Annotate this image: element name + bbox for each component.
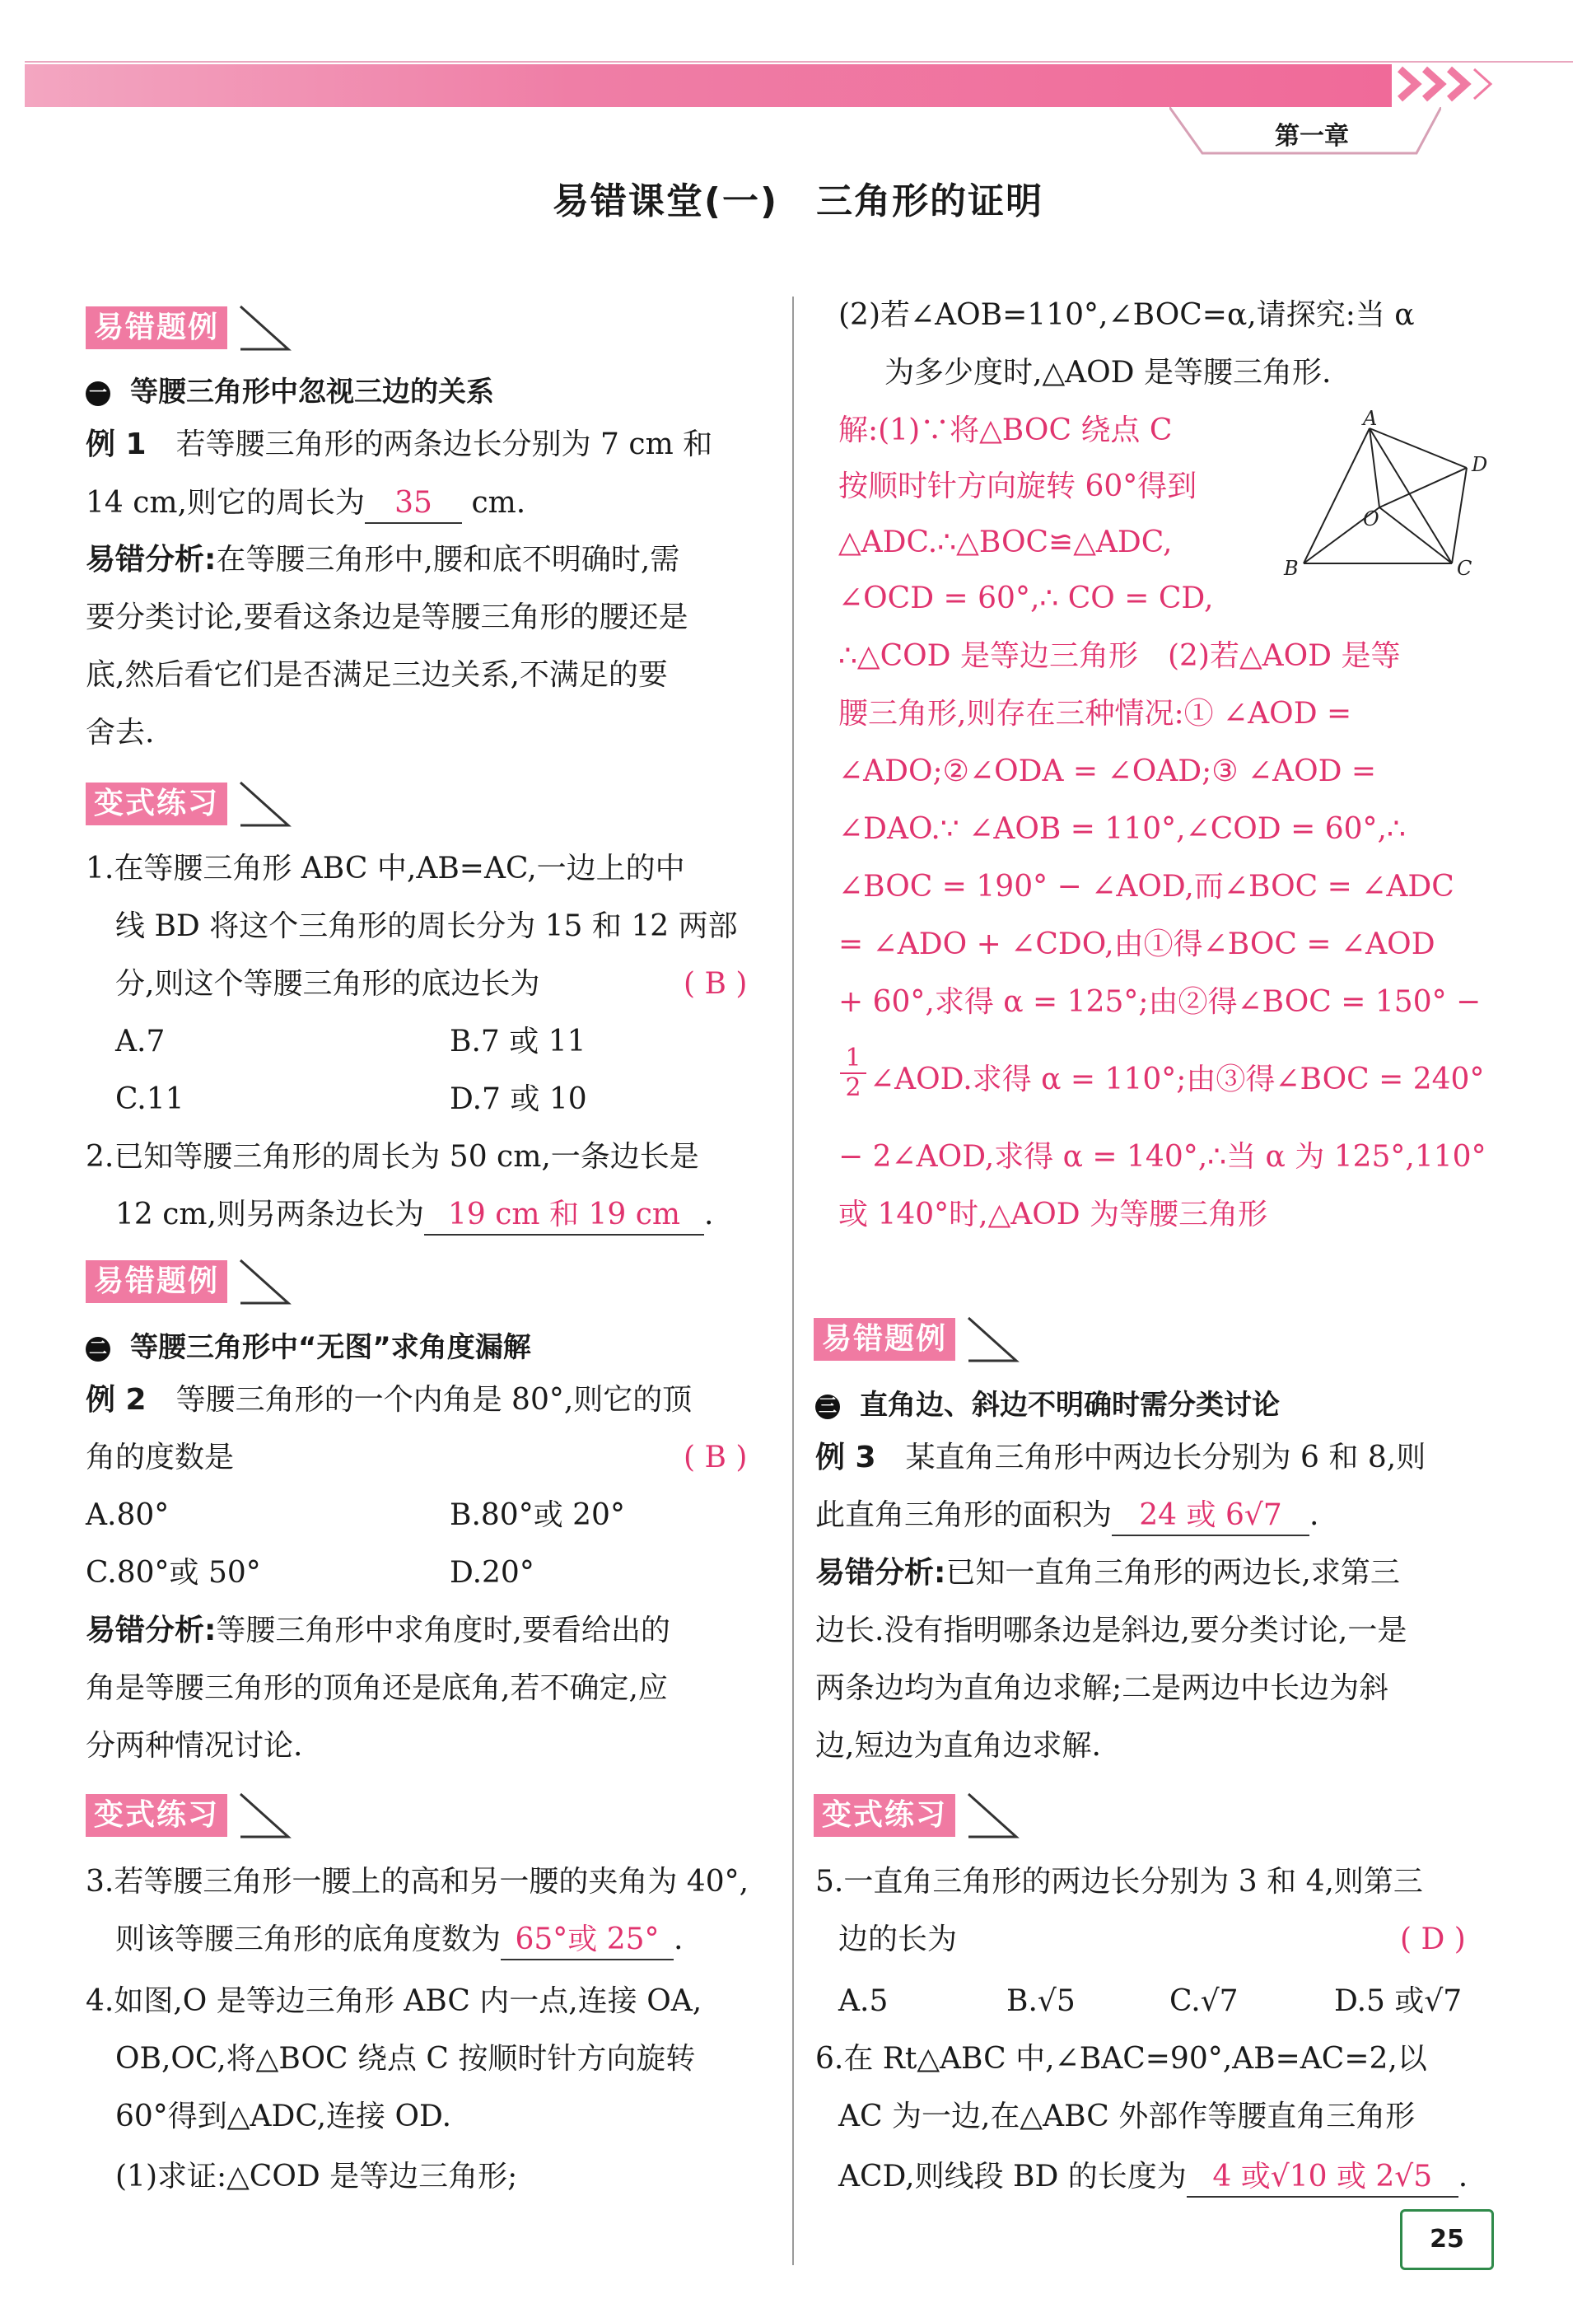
solution-line3: △ADC.∴△BOC≌△ADC, xyxy=(838,526,1173,559)
label-slash-icon xyxy=(239,1791,296,1840)
label-slash-icon xyxy=(967,1791,1024,1840)
point-b-label: B xyxy=(1284,557,1299,580)
point-d-label: D xyxy=(1472,453,1488,476)
solution-line5: ∴△COD 是等边三角形 (2)若△AOD 是等 xyxy=(838,639,1401,673)
ex1-answer: 35 xyxy=(365,484,462,524)
error-example-label: 易错题例 xyxy=(814,1318,955,1361)
ex2-answer: ( B ) xyxy=(684,1441,748,1474)
point-a-label: A xyxy=(1363,410,1378,430)
ex2-option-d: D.20° xyxy=(450,1556,534,1590)
q4-line6: 为多少度时,△AOD 是等腰三角形. xyxy=(884,356,1332,390)
q2-line2: 12 cm,则另两条边长为 19 cm 和 19 cm . xyxy=(115,1186,713,1244)
ex2-option-c: C.80°或 50° xyxy=(86,1556,261,1590)
q5-option-b: B.√5 xyxy=(1006,1984,1076,2018)
q6-line2: AC 为一边,在△ABC 外部作等腰直角三角形 xyxy=(838,2100,1416,2133)
ex1-analysis3: 底,然后看它们是否满足三边关系,不满足的要 xyxy=(86,658,668,692)
ex2-line2: 角的度数是 xyxy=(86,1441,235,1474)
label-slash-icon xyxy=(239,303,296,353)
q5-option-c: C.√7 xyxy=(1169,1984,1239,2018)
ex3-answer: 24 或 6√7 xyxy=(1112,1497,1309,1536)
q4-line3: 60°得到△ADC,连接 OD. xyxy=(115,2100,452,2133)
ex3-analysis4: 边,短边为直角边求解. xyxy=(815,1729,1101,1763)
q1-line1: 1.在等腰三角形 ABC 中,AB=AC,一边上的中 xyxy=(86,852,685,885)
ex3-analysis2: 边长.没有指明哪条边是斜边,要分类讨论,一是 xyxy=(815,1614,1407,1647)
section2-heading: 二 等腰三角形中“无图”求角度漏解 xyxy=(86,1325,531,1365)
q6-line1: 6.在 Rt△ABC 中,∠BAC=90°,AB=AC=2,以 xyxy=(815,2042,1427,2076)
solution-line2: 按顺时针方向旋转 60°得到 xyxy=(838,470,1197,503)
solution-line14: 或 140°时,△AOD 为等腰三角形 xyxy=(838,1198,1268,1231)
q4-line2: OB,OC,将△BOC 绕点 C 按顺时针方向旋转 xyxy=(115,2042,696,2076)
ex2-analysis3: 分两种情况讨论. xyxy=(86,1729,303,1763)
point-c-label: C xyxy=(1457,557,1472,580)
q1-option-d: D.7 或 10 xyxy=(450,1082,587,1116)
q2-answer: 19 cm 和 19 cm xyxy=(424,1196,704,1236)
solution-line8: ∠DAO.∵ ∠AOB = 110°,∠COD = 60°,∴ xyxy=(838,812,1406,846)
q5-line2: 边的长为 xyxy=(838,1923,958,1956)
solution-line9: ∠BOC = 190° − ∠AOD,而∠BOC = ∠ADC xyxy=(838,870,1454,904)
ex2-analysis1: 易错分析:等腰三角形中求角度时,要看给出的 xyxy=(86,1614,670,1647)
label-slash-icon xyxy=(239,1257,296,1306)
variant-practice-label: 变式练习 xyxy=(86,1794,227,1837)
ex2-analysis2: 角是等腰三角形的顶角还是底角,若不确定,应 xyxy=(86,1671,668,1705)
q1-option-a: A.7 xyxy=(115,1025,166,1058)
ex3-line2: 此直角三角形的面积为 24 或 6√7 . xyxy=(815,1487,1318,1544)
q4-line1: 4.如图,O 是等边三角形 ABC 内一点,连接 OA, xyxy=(86,1984,702,2018)
page-title: 易错课堂(一) 三角形的证明 xyxy=(552,180,1044,222)
ex1-analysis4: 舍去. xyxy=(86,716,155,750)
page-number: 25 xyxy=(1400,2209,1494,2270)
ex2-option-a: A.80° xyxy=(86,1498,170,1532)
q3-answer: 65°或 25° xyxy=(501,1921,674,1960)
q5-option-d: D.5 或√7 xyxy=(1334,1984,1463,2018)
solution-line12: ∠AOD.求得 α = 110°;由③得∠BOC = 240° xyxy=(870,1063,1485,1096)
variant-practice-label: 变式练习 xyxy=(86,783,227,825)
bullet-one-icon: 一 xyxy=(86,381,110,406)
ex1-line1: 例 1 若等腰三角形的两条边长分别为 7 cm 和 xyxy=(86,427,713,461)
q5-line1: 5.一直角三角形的两边长分别为 3 和 4,则第三 xyxy=(815,1865,1423,1899)
solution-line7: ∠ADO;②∠ODA = ∠OAD;③ ∠AOD = xyxy=(838,755,1377,788)
solution-line4: ∠OCD = 60°,∴ CO = CD, xyxy=(838,582,1214,615)
solution-line6: 腰三角形,则存在三种情况:① ∠AOD = xyxy=(838,697,1352,731)
variant-practice-label: 变式练习 xyxy=(814,1794,955,1837)
q5-answer: ( D ) xyxy=(1400,1923,1466,1956)
chevron-arrows-icon xyxy=(1392,61,1548,107)
ex2-option-b: B.80°或 20° xyxy=(450,1498,625,1532)
column-divider xyxy=(792,297,794,2265)
solution-fraction: 1 2 xyxy=(840,1044,866,1102)
ex2-line1: 例 2 等腰三角形的一个内角是 80°,则它的顶 xyxy=(86,1383,693,1417)
solution-line11: + 60°,求得 α = 125°;由②得∠BOC = 150° − xyxy=(838,985,1482,1019)
solution-line1: 解:(1)∵将△BOC 绕点 C xyxy=(838,413,1173,447)
q6-answer: 4 或√10 或 2√5 xyxy=(1187,2158,1458,2198)
header-line xyxy=(25,61,1573,63)
header-banner xyxy=(25,64,1392,107)
point-o-label: O xyxy=(1363,507,1379,530)
solution-line10: = ∠ADO + ∠CDO,由①得∠BOC = ∠AOD xyxy=(838,927,1435,961)
ex1-analysis1: 易错分析:在等腰三角形中,腰和底不明确时,需 xyxy=(86,543,680,577)
section1-heading: 一 等腰三角形中忽视三边的关系 xyxy=(86,369,494,409)
chapter-label: 第一章 xyxy=(1275,122,1349,151)
q1-answer: ( B ) xyxy=(684,967,748,1001)
q1-line2: 线 BD 将这个三角形的周长分为 15 和 12 两部 xyxy=(115,909,738,943)
q3-line2: 则该等腰三角形的底角度数为 65°或 25° . xyxy=(115,1911,683,1969)
q1-line3: 分,则这个等腰三角形的底边长为 xyxy=(115,967,540,1001)
q4-line5: (2)若∠AOB=110°,∠BOC=α,请探究:当 α xyxy=(838,298,1415,332)
triangle-figure xyxy=(1281,410,1503,591)
q2-line1: 2.已知等腰三角形的周长为 50 cm,一条边长是 xyxy=(86,1140,699,1174)
ex3-analysis3: 两条边均为直角边求解;二是两边中长边为斜 xyxy=(815,1671,1389,1705)
solution-line13: − 2∠AOD,求得 α = 140°,∴当 α 为 125°,110° xyxy=(838,1140,1486,1174)
q4-line4: (1)求证:△COD 是等边三角形; xyxy=(115,2160,518,2194)
ex3-analysis1: 易错分析:已知一直角三角形的两边长,求第三 xyxy=(815,1556,1400,1590)
q3-line1: 3.若等腰三角形一腰上的高和另一腰的夹角为 40°, xyxy=(86,1865,749,1899)
section3-heading: 三 直角边、斜边不明确时需分类讨论 xyxy=(815,1382,1280,1423)
q6-line3: ACD,则线段 BD 的长度为 4 或√10 或 2√5 . xyxy=(838,2148,1468,2206)
q1-option-b: B.7 或 11 xyxy=(450,1025,586,1058)
q5-option-a: A.5 xyxy=(838,1984,889,2018)
bullet-two-icon: 二 xyxy=(86,1337,110,1362)
error-example-label: 易错题例 xyxy=(86,306,227,349)
q1-option-c: C.11 xyxy=(115,1082,184,1116)
ex1-analysis2: 要分类讨论,要看这条边是等腰三角形的腰还是 xyxy=(86,600,688,634)
bullet-three-icon: 三 xyxy=(815,1395,840,1419)
ex3-line1: 例 3 某直角三角形中两边长分别为 6 和 8,则 xyxy=(815,1441,1426,1474)
error-example-label: 易错题例 xyxy=(86,1260,227,1303)
ex1-line2: 14 cm,则它的周长为 35 cm. xyxy=(86,474,525,532)
label-slash-icon xyxy=(967,1315,1024,1364)
label-slash-icon xyxy=(239,779,296,829)
